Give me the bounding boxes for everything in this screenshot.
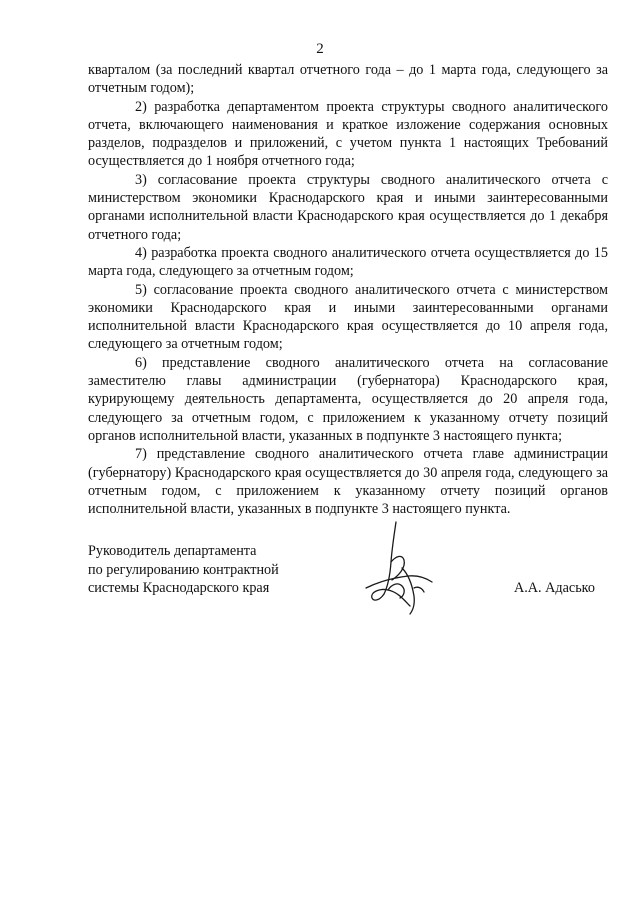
paragraph-item-3: 3) согласование проекта структуры сводного аналитического отчета с министерством экономики Краснодарского края и иными заинтересованными органами исполнительной власти Краснодарского края осуществляется до 1 декабря отчетного года;: [88, 171, 608, 243]
signatory-position-line-1: Руководитель департамента: [88, 543, 257, 559]
handwritten-signature: [358, 518, 442, 618]
page-number: 2: [316, 41, 324, 57]
paragraph-continuation: кварталом (за последний квартал отчетного года – до 1 марта года, следующего за отчетным годом);: [88, 62, 608, 97]
signatory-name: А.А. Адасько: [514, 580, 595, 596]
signatory-position-line-3: системы Краснодарского края: [88, 580, 270, 596]
signatory-position: [88, 542, 388, 598]
document-body: [88, 61, 608, 518]
paragraph-item-6: 6) представление сводного аналитического отчета на согласование заместителю главы администрации (губернатора) Краснодарского края, курирующему деятельность департамента, осуществляется до 20 апреля года, следующего за отчетным годом, с приложением к указанному отчету позиций органов исполнительной власти, указанных в подпункте 3 настоящего пункта;: [88, 354, 608, 444]
paragraph-item-4: 4) разработка проекта сводного аналитического отчета осуществляется до 15 марта года, следующего за отчетным годом;: [88, 244, 608, 280]
signatory-position-line-2: по регулированию контрактной: [88, 561, 279, 578]
paragraph-item-2: 2) разработка департаментом проекта структуры сводного аналитического отчета, включающего наименования и краткое изложение содержания основных разделов, подразделов и приложений, с учетом пункта 1 настоящих Требований осуществляется до 1 ноября отчетного года;: [88, 98, 608, 170]
paragraph-item-5: 5) согласование проекта сводного аналитического отчета с министерством экономики Краснодарского края и иными заинтересованными органами исполнительной власти Краснодарского края осуществляется до 10 апреля года, следующего за отчетным годом;: [88, 281, 608, 353]
paragraph-item-7: 7) представление сводного аналитического отчета главе администрации (губернатору) Краснодарского края осуществляется до 30 апреля года, следующего за отчетным годом, с приложением к указанному отчету позиций органов исполнительной власти, указанных в подпункте 3 настоящего пункта.: [88, 446, 608, 518]
